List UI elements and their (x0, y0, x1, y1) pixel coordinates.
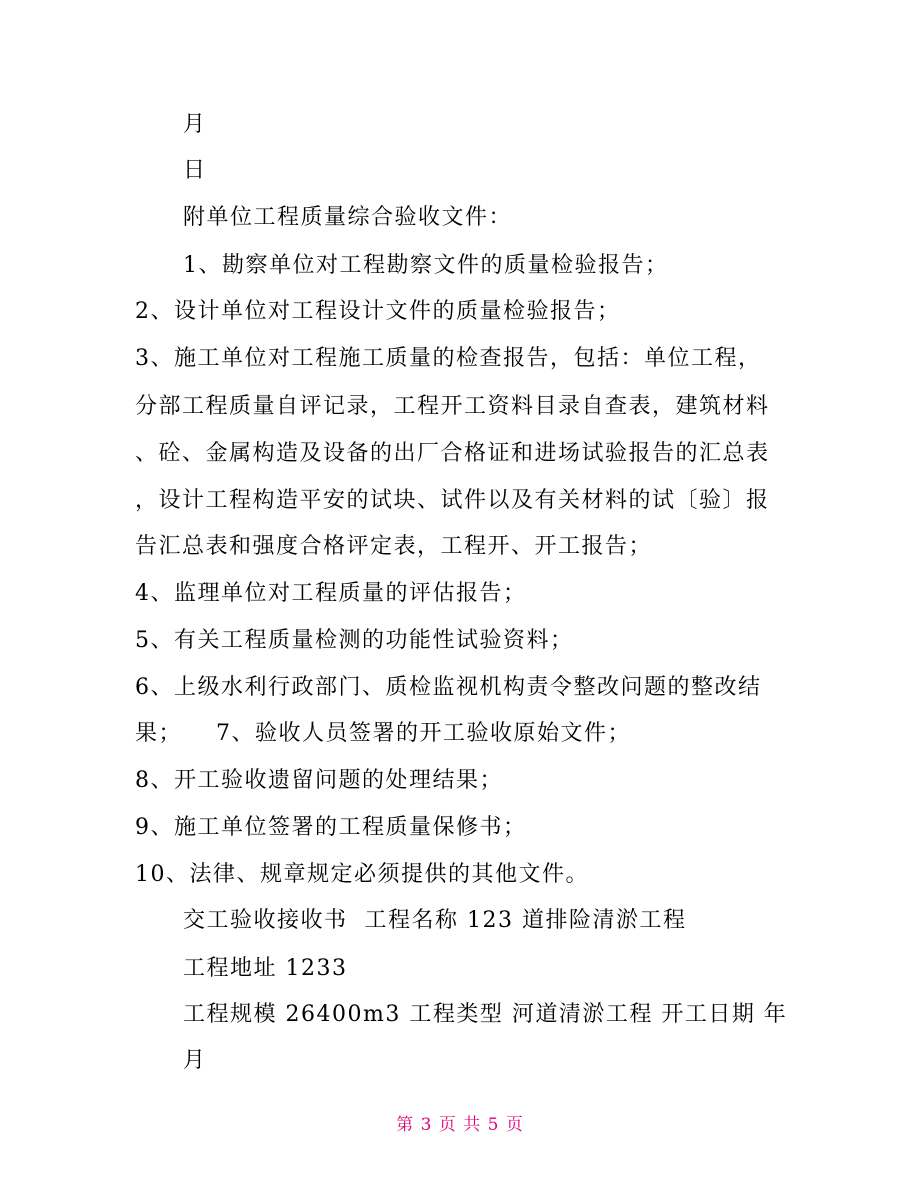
project-scale-line: 工程规模 26400m3 工程类型 河道清淤工程 开工日期 年 (183, 1002, 788, 1027)
list-item-10: 10、法律、规章规定必须提供的其他文件。 (135, 862, 589, 887)
attachment-heading: 附单位工程质量综合验收文件： (183, 205, 513, 230)
list-item-3-line-4: ，设计工程构造平安的试块、试件以及有关材料的试〔验〕报 (135, 488, 770, 513)
text-line-month-2: 月 (183, 1048, 207, 1073)
list-item-3-line-1: 3、施工单位对工程施工质量的检查报告，包括：单位工程， (135, 346, 762, 371)
list-item-9: 9、施工单位签署的工程质量保修书； (135, 815, 527, 840)
page-number-footer: 第 3 页 共 5 页 (396, 1115, 524, 1135)
list-item-6-7: 果； 7、验收人员签署的开工验收原始文件； (135, 721, 631, 746)
text-line-month: 月 (183, 112, 207, 137)
list-item-3-line-2: 分部工程质量自评记录，工程开工资料目录自查表，建筑材料 (135, 394, 770, 419)
list-item-2: 2、设计单位对工程设计文件的质量检验报告； (135, 299, 621, 324)
list-item-3-line-3: 、砼、金属构造及设备的出厂合格证和进场试验报告的汇总表 (135, 441, 770, 466)
list-item-3-line-5: 告汇总表和强度合格评定表，工程开、开工报告； (135, 534, 653, 559)
list-item-5: 5、有关工程质量检测的功能性试验资料； (135, 628, 574, 653)
list-item-6-line-1: 6、上级水利行政部门、质检监视机构责令整改问题的整改结 (135, 675, 762, 700)
list-item-1: 1、勘察单位对工程勘察文件的质量检验报告； (183, 253, 669, 278)
list-item-4: 4、监理单位对工程质量的评估报告； (135, 581, 527, 606)
handover-title-line: 交工验收接收书 工程名称 123 道排险清淤工程 (183, 908, 687, 933)
list-item-8: 8、开工验收遗留问题的处理结果； (135, 768, 503, 793)
text-line-day: 日 (183, 158, 207, 183)
project-address-line: 工程地址 1233 (183, 956, 348, 981)
